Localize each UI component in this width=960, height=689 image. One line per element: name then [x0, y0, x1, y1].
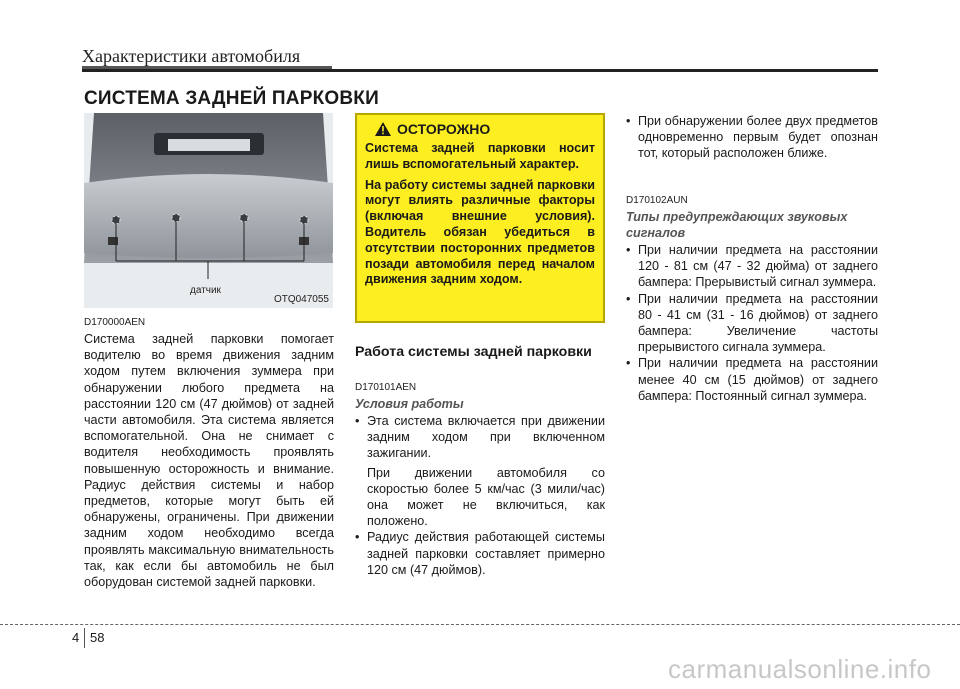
page-number: 58: [90, 630, 105, 645]
sensor-label: датчик: [190, 285, 221, 296]
list-item: • При наличии предмета на расстоянии 120 - 81 см (47 - 32 дюйма) от заднего бампера: Прерывистый сигнал зуммера.: [626, 242, 878, 291]
parking-sensor-icon: [172, 214, 180, 222]
subsection-title: Работа системы задней парковки: [355, 344, 592, 360]
col1-code: D170000AEN: [84, 317, 146, 328]
col2-italic-title: Условия работы: [355, 397, 464, 411]
list-item: • При наличии предмета на расстоянии менее 40 см (15 дюймов) от заднего бампера: Постоянный сигнал зуммера.: [626, 355, 878, 404]
section-title: СИСТЕМА ЗАДНЕЙ ПАРКОВКИ: [84, 88, 379, 109]
list-item: • При обнаружении более двух предметов одновременно первым будет опознан тот, который расположен ближе.: [626, 113, 878, 162]
list-item: • Радиус действия работающей системы задней парковки составляет примерно 120 см (47 дюймов).: [355, 529, 605, 578]
warning-box: [355, 113, 605, 323]
parking-sensor-icon: [112, 216, 120, 224]
car-rear-illustration: [84, 113, 333, 308]
header-rule: [82, 69, 878, 72]
header-title: Характеристики автомобиля: [82, 46, 301, 66]
list-item-continuation: При движении автомобиля со скоростью более 5 км/час (3 мили/час) она может не включиться, как положено.: [367, 465, 605, 529]
warning-paragraph-2: На работу системы задней парковки могут влиять различные факторы (включая внешние условия). Водитель обязан убедиться в отсутствии посторонних предметов позади автомобиля перед началом движения задним ходом.: [365, 177, 595, 287]
parking-sensor-icon: [300, 216, 308, 224]
col3-list: [626, 242, 878, 404]
warning-paragraph-1: Система задней парковки носит лишь вспомогательный характер.: [365, 141, 595, 171]
warning-triangle-icon: [375, 122, 391, 136]
figure-code: OTQ047055: [273, 294, 329, 305]
col3-italic-title: Типы предупреждающих звуковых сигналов: [626, 210, 848, 240]
chapter-number: 4: [72, 630, 80, 645]
watermark: carmanualsonline.info: [668, 654, 932, 684]
col1-paragraph: Система задней парковки помогает водителю во время движения задним ходом путем включения зуммера при обнаружении любого предмета на расстоянии 120 см (47 дюймов) от задней части автомобиля. Эта система является вспомогательной. Она не снимает с водителя необходимость проявлять повышенную осторожность и внимание. Радиус действия системы и набор предметов, которые могут быть ей обнаружены, ограничены. При движении задним ходом необходимо всегда проявлять максимальную внимательность так, как если бы автомобиль не был оборудован системой задней парковки.: [84, 332, 334, 590]
footer-dashed-rule: [0, 624, 960, 625]
list-item: • Эта система включается при движении задним ходом при включенном зажигании.: [355, 413, 605, 462]
rear-bumper: [84, 174, 333, 258]
page-separator: [84, 628, 85, 648]
warning-title: [375, 121, 595, 137]
parking-sensor-icon: [240, 214, 248, 222]
warning-text: [365, 141, 595, 288]
list-item: • При наличии предмета на расстоянии 80 - 41 см (31 - 16 дюймов) от заднего бампера: Увеличение частоты прерывистого сигнала зуммера.: [626, 291, 878, 356]
col3-code: D170102AUN: [626, 195, 688, 206]
rear-bumper-photo: [84, 113, 333, 308]
col2-code: D170101AEN: [355, 382, 417, 393]
warning-title-text: ОСТОРОЖНО: [397, 121, 491, 137]
col3-top-list: [626, 113, 878, 162]
col2-list: [355, 413, 605, 578]
